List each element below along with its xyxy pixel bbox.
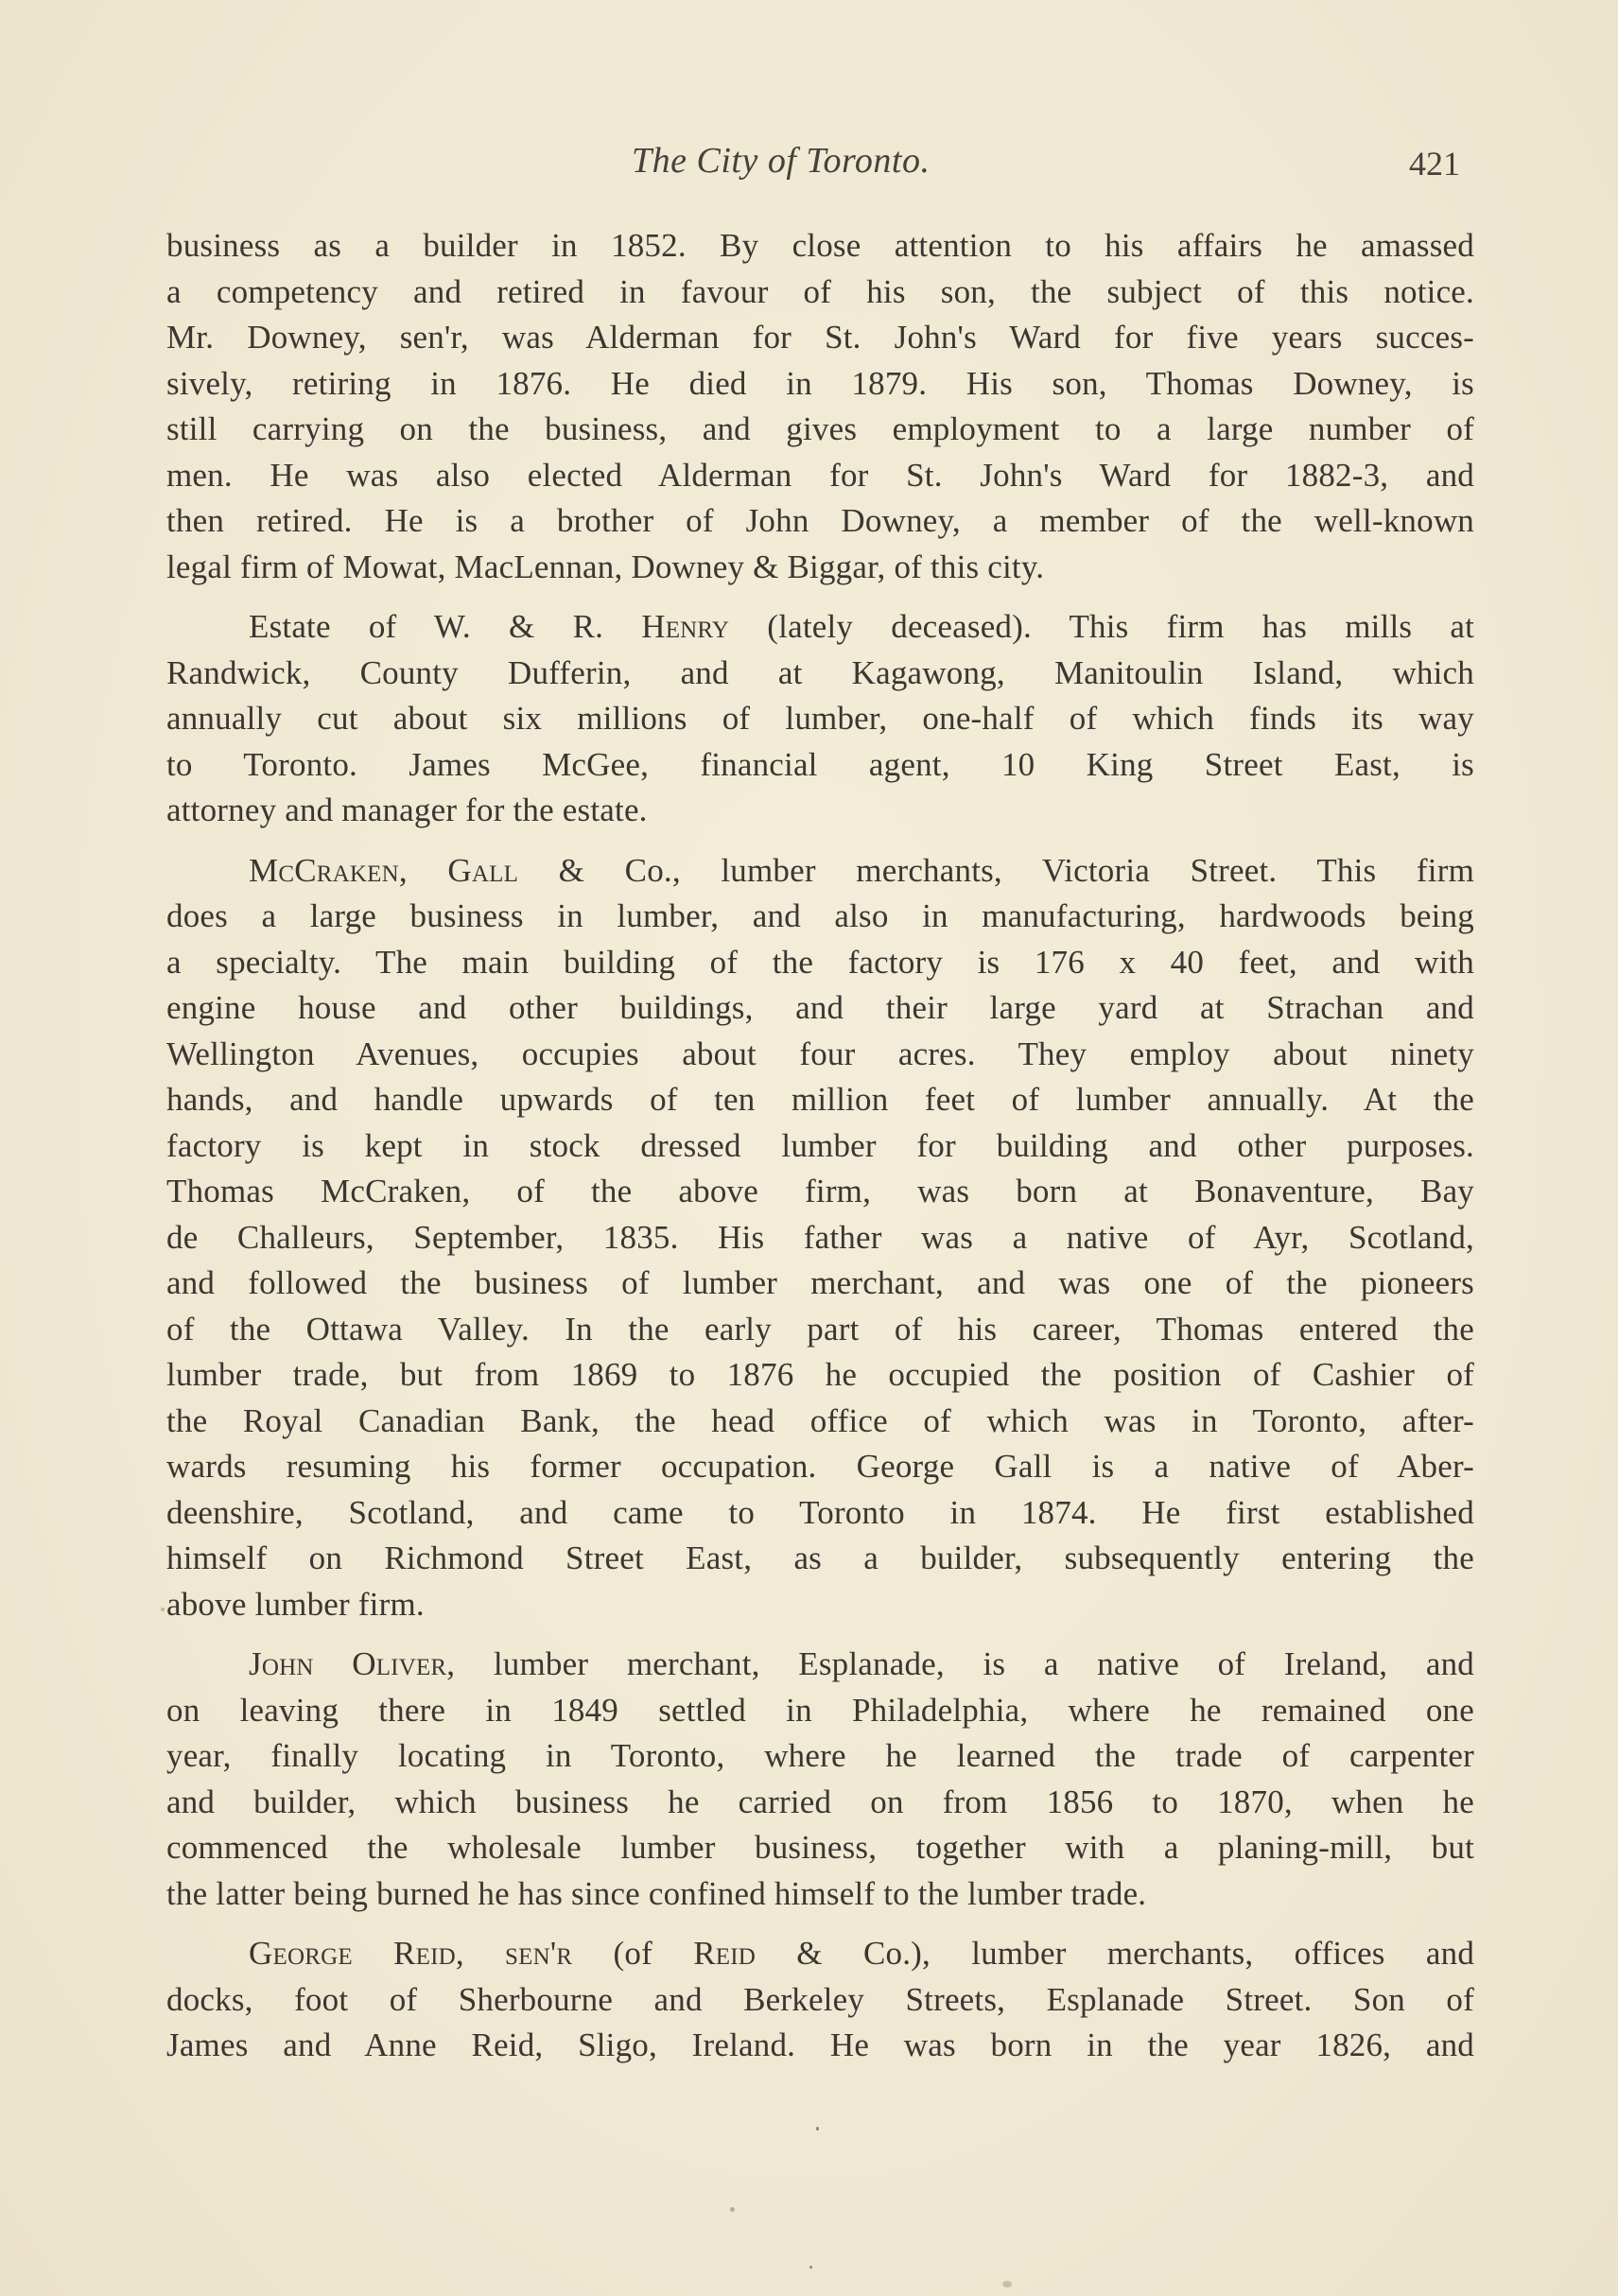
text-line: and builder, which business he carried on from 1856 to 1870, when he — [166, 1783, 1474, 1820]
paper-speck — [730, 2207, 735, 2212]
text-line: a specialty. The main building of the factory is 176 x 40 feet, and with — [166, 943, 1474, 981]
paragraph-reid — [166, 1931, 1474, 2069]
lead-prefix: Estate of W. & R. — [249, 608, 642, 645]
lead-rest: & Co.), lumber merchants, offices and — [756, 1935, 1475, 1972]
text-line: sively, retiring in 1876. He died in 1879. His son, Thomas Downey, is — [166, 364, 1474, 402]
entry-name-firm: Reid — [693, 1935, 757, 1972]
text-line: and followed the business of lumber merchant, and was one of the pioneers — [166, 1264, 1474, 1301]
text-line: factory is kept in stock dressed lumber for building and other purposes. — [166, 1126, 1474, 1164]
text-line: deenshire, Scotland, and came to Toronto in 1874. He first established — [166, 1493, 1474, 1531]
text-line: Mr. Downey, sen'r, was Alderman for St. John's Ward for five years succes- — [166, 319, 1474, 356]
text-line: still carrying on the business, and gives employment to a large number of — [166, 410, 1474, 447]
text-line: Thomas McCraken, of the above firm, was born at Bonaventure, Bay — [166, 1173, 1474, 1209]
running-head — [0, 140, 1618, 187]
entry-name: Henry — [641, 608, 730, 645]
text-line: de Challeurs, September, 1835. His father was a native of Ayr, Scotland, — [166, 1218, 1474, 1256]
text-line: Wellington Avenues, occupies about four acres. They employ about ninety — [166, 1035, 1474, 1072]
paper-speck — [816, 2127, 819, 2131]
text-line: does a large business in lumber, and also in manufacturing, hardwoods being — [166, 897, 1474, 934]
lead-mid: (of — [572, 1935, 694, 1972]
text-line: commenced the wholesale lumber business, together with a planing-mill, but — [166, 1829, 1474, 1866]
text-line: the latter being burned he has since confined himself to the lumber trade. — [166, 1874, 1147, 1912]
paragraph-henry — [166, 604, 1474, 834]
text-line: attorney and manager for the estate. — [166, 791, 648, 828]
text-line: above lumber firm. — [166, 1585, 425, 1623]
paragraph-lead-line — [166, 1931, 1474, 1977]
text-line: Randwick, County Dufferin, and at Kagawong, Manitoulin Island, which — [166, 653, 1474, 691]
text-line: then retired. He is a brother of John Downey, a member of the well-known — [166, 502, 1474, 539]
text-line: engine house and other buildings, and their large yard at Strachan and — [166, 989, 1474, 1026]
paragraph-lead-line — [166, 848, 1474, 895]
text-line: to Toronto. James McGee, financial agent, 10 King Street East, is — [166, 745, 1474, 783]
text-line: on leaving there in 1849 settled in Philadelphia, where he remained one — [166, 1691, 1474, 1729]
lead-rest: , lumber merchant, Esplanade, is a native of Ireland, and — [446, 1645, 1474, 1682]
text-line: men. He was also elected Alderman for St. John's Ward for 1882-3, and — [166, 456, 1474, 494]
page-number: 421 — [1409, 145, 1460, 183]
text-line: docks, foot of Sherbourne and Berkeley Streets, Esplanade Street. Son of — [166, 1980, 1474, 2018]
text-line: year, finally locating in Toronto, where he learned the trade of carpenter — [166, 1737, 1474, 1774]
paper-speck — [809, 2266, 812, 2269]
text-line: James and Anne Reid, Sligo, Ireland. He was born in the year 1826, and — [166, 2026, 1474, 2063]
paragraph-downey — [166, 223, 1474, 590]
paragraph-mccraken — [166, 848, 1474, 1628]
text-line: the Royal Canadian Bank, the head office of which was in Toronto, after- — [166, 1401, 1474, 1439]
paragraph-oliver — [166, 1642, 1474, 1917]
paper-speck — [1002, 2281, 1012, 2287]
lead-rest: & Co., lumber merchants, Victoria Street. This firm — [518, 851, 1474, 889]
text-line: hands, and handle upwards of ten million feet of lumber annually. At the — [166, 1081, 1474, 1118]
text-line: lumber trade, but from 1869 to 1876 he occupied the position of Cashier of — [166, 1356, 1474, 1393]
lead-rest: (lately deceased). This firm has mills at — [729, 608, 1475, 645]
text-line: annually cut about six millions of lumber, one-half of which finds its way — [166, 700, 1474, 737]
paragraph-lead-line — [166, 1642, 1474, 1688]
entry-name: George Reid, sen'r — [249, 1935, 573, 1972]
body-text — [166, 223, 1474, 2069]
entry-name: McCraken, Gall — [249, 851, 519, 889]
text-line: of the Ottawa Valley. In the early part of his career, Thomas entered the — [166, 1310, 1474, 1348]
text-line: a competency and retired in favour of his son, the subject of this notice. — [166, 272, 1474, 310]
text-line: legal firm of Mowat, MacLennan, Downey & Biggar, of this city. — [166, 548, 1045, 585]
text-line: business as a builder in 1852. By close attention to his affairs he amassed — [166, 227, 1474, 264]
text-line: himself on Richmond Street East, as a builder, subsequently entering the — [166, 1539, 1474, 1576]
text-line: wards resuming his former occupation. George Gall is a native of Aber- — [166, 1448, 1474, 1485]
running-title: The City of Toronto. — [632, 141, 931, 181]
entry-name: John Oliver — [249, 1645, 447, 1682]
paragraph-lead-line — [166, 604, 1474, 651]
paper-speck — [161, 1608, 165, 1611]
